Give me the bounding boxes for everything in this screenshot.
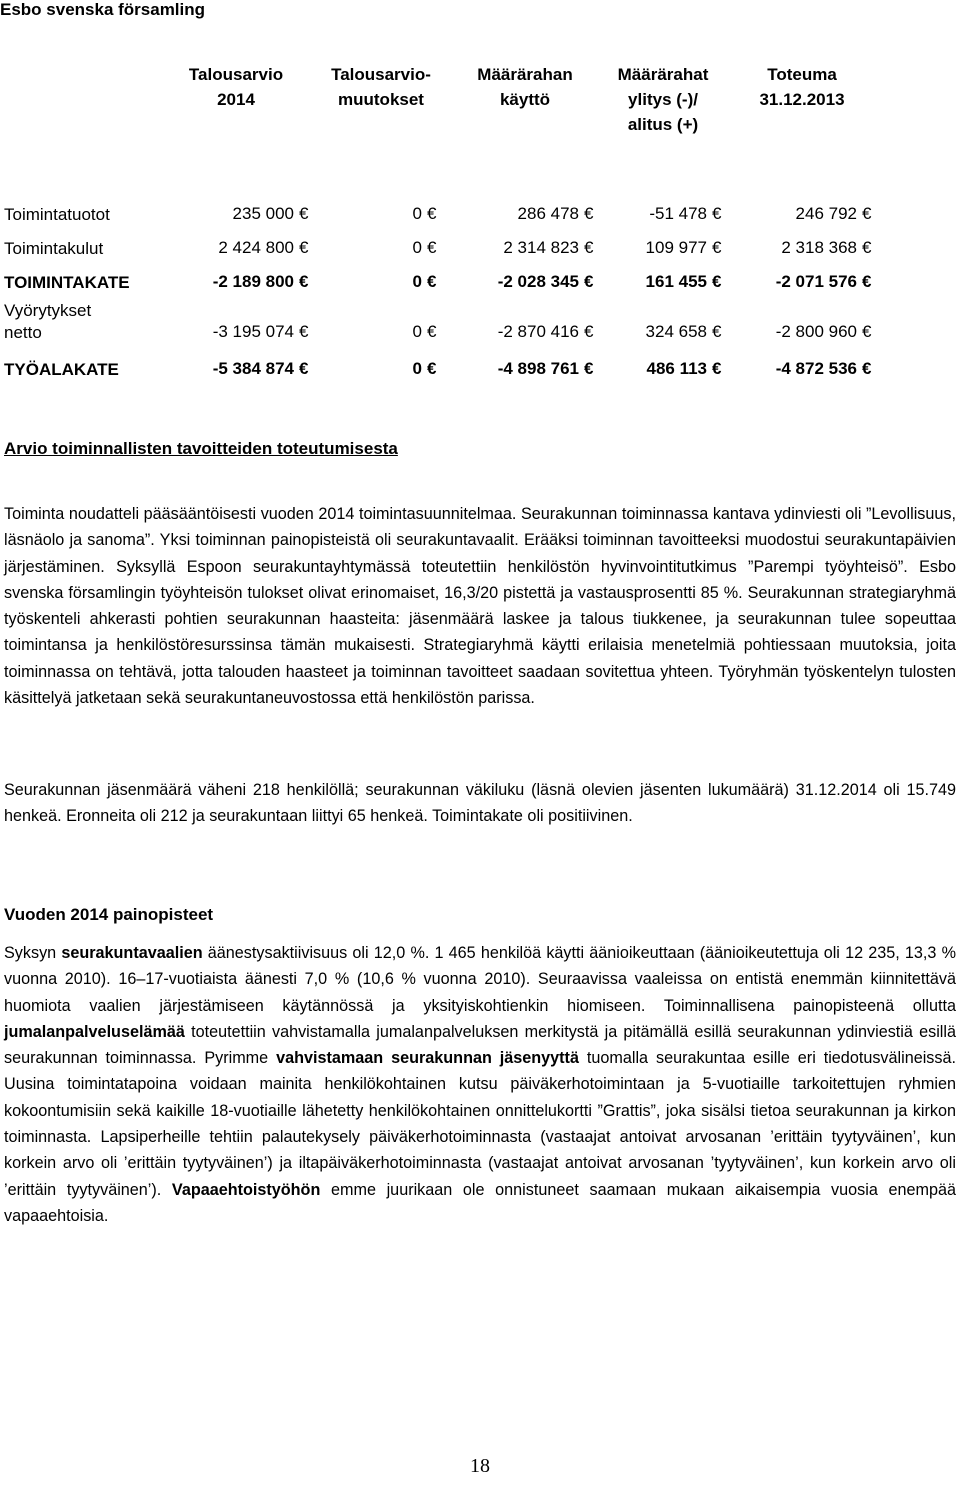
cell-ylitys-alitus: 109 977 [645, 238, 707, 257]
cell-ylitys-alitus: -51 478 [649, 204, 707, 223]
euro-sign: € [862, 272, 872, 291]
table-row-toimintakate [0, 272, 960, 296]
paragraph-painopisteet: Syksyn seurakuntavaalien äänestysaktiivisuus oli 12,0 %. 1 465 henkilöä käytti äänioikeuttaan (äänioikeutettuja oli 12 235, 13,3 % vuonna 2010). 16–17-vuotiaista äänesti 7,0 % (10,6 % vuonna 2010). Seuraavissa vaaleissa on entistä enemmän kiinnitettävä huomiota vaalien järjestämiseen käytännössä ja yksityiskohtienkin hiomiseen. Toiminnallisena painopisteenä ollutta jumalanpalveluselämää toteutettiin vahvistamalla jumalanpalveluksen merkitystä ja pitämällä esillä seurakunnan ydinviestiä esillä seurakunnan toiminnassa. Pyrimme vahvistamaan seurakunnan jäsenyyttä tuomalla seurakuntaa esille eri tiedotusvälineissä. Uusina toimintatapoina voidaan mainita henkilökohtainen kutsu päiväkerhotoimintaan ja 5-vuotiaille tarkoitettujen ryhmien kokoontumisiin sekä kaikille 18-vuotiaille lähetetty henkilökohtainen onnittelukortti ”Grattis”, joka sisälsi tietoa seurakunnan ja kirkon toiminnasta. Lapsiperheille tehtiin palautekysely päiväkerhotoiminnasta (vastaajat antoivat arvosanan ’erittäin tyytyväinen’, kun korkein arvo oli ’erittäin tyytyväinen’) ja iltapäiväkerhotoiminnasta (vastaajat antoivat arvosanan ’tyytyväinen’, kun korkein arvo oli ’erittäin tyytyväinen’). Vapaaehtoistyöhön emme juurikaan ole onnistuneet saamaan mukaan aikaisempia vuosia enempää vapaaehtoisia. [4, 944, 956, 1225]
cell-muutokset: 0 [412, 322, 422, 341]
euro-sign: € [712, 272, 722, 291]
cell-talousarvio: -3 195 074 [212, 322, 294, 341]
col-header-talousarvio-2014: Talousarvio 2014 [188, 65, 284, 109]
col-header-maararahan-kaytto: Määrärahan käyttö [477, 65, 573, 109]
row-label: TYÖALAKATE [4, 360, 119, 379]
table-row-tyoalakate [0, 359, 960, 383]
euro-sign: € [862, 322, 872, 341]
cell-muutokset: 0 [412, 359, 422, 378]
cell-kaytto: 2 314 823 [503, 238, 579, 257]
row-label: Toimintatuotot [4, 205, 110, 224]
euro-sign: € [584, 272, 594, 291]
emphasis-jasenyytta: vahvistamaan seurakunnan jäsenyyttä [276, 1049, 579, 1068]
table-row-toimintakulut [0, 238, 960, 262]
cell-ylitys-alitus: 161 455 [645, 272, 707, 291]
col-header-toteuma: Toteuma 31.12.2013 [759, 65, 845, 109]
cell-talousarvio: -5 384 874 [212, 359, 294, 378]
euro-sign: € [299, 272, 309, 291]
euro-sign: € [712, 238, 722, 257]
euro-sign: € [427, 204, 437, 223]
euro-sign: € [299, 359, 309, 378]
cell-kaytto: -4 898 761 [497, 359, 579, 378]
emphasis-jumalanpalveluselamaa: jumalanpalveluselämää [4, 1022, 185, 1041]
cell-ylitys-alitus: 486 113 [646, 359, 707, 378]
emphasis-seurakuntavaalien: seurakuntavaalien [61, 944, 203, 962]
organization-title: Esbo svenska församling [0, 0, 206, 19]
euro-sign: € [299, 322, 309, 341]
euro-sign: € [584, 238, 594, 257]
page-number: 18 [470, 1455, 490, 1477]
paragraph-jasenmaara: Seurakunnan jäsenmäärä väheni 218 henkilöllä; seurakunnan väkiluku (läsnä olevien jäsenten lukumäärä) 31.12.2014 oli 15.749 henkeä. Eronneita oli 212 ja seurakuntaan liittyi 65 henkeä. Toimintakate oli positiivinen. [4, 781, 956, 826]
euro-sign: € [712, 322, 722, 341]
cell-kaytto: -2 870 416 [497, 322, 579, 341]
paragraph-toiminta: Toiminta noudatteli pääsääntöisesti vuoden 2014 toimintasuunnitelmaa. Seurakunnan toiminnassa kantava ydinviesti oli ”Levollisuus, läsnäolo ja sanoma”. Yksi toiminnan painopisteistä oli seurakuntavaalit. Erääksi toiminnan tavoitteeksi muodostui seurakuntapäivien järjestäminen. Syksyllä Espoon seurakuntayhtymässä toteutettiin henkilöstön hyvinvointitutkimus ”Parempi työyhteisö”. Esbo svenska församlingin työyhteisön tulokset olivat erinomaiset, 16,3/20 pistettä ja vastausprosentti 85 %. Seurakunnan strategiaryhmä työskenteli ahkerasti pohtien seurakunnan haasteita: jäsenmäärä laskee ja talous tiukkenee, ja seurakunnan tulee sopeuttaa toimintansa ja henkilöstöresurssinsa tämän mukaisesti. Strategiaryhmä käytti erilaisia menetelmiä pohtiessaan muutoksia, joita toiminnassa on tehtävä, jotta talouden haasteet ja toiminnan tavoitteet saadaan sovitettua yhteen. Työryhmän työskentelyn tulosten käsittelyä jatketaan sekä seurakuntaneuvostossa että henkilöstön parissa. [4, 505, 956, 708]
cell-kaytto: 286 478 [517, 204, 579, 223]
euro-sign: € [862, 359, 872, 378]
col-header-ylitys-alitus: Määrärahat ylitys (-)/ alitus (+) [617, 65, 709, 134]
col-header-talousarviomuutokset: Talousarvio- muutokset [331, 65, 431, 109]
cell-muutokset: 0 [412, 204, 422, 223]
euro-sign: € [584, 322, 594, 341]
euro-sign: € [299, 238, 309, 257]
row-label: TOIMINTAKATE [4, 273, 130, 292]
euro-sign: € [712, 204, 722, 223]
euro-sign: € [862, 238, 872, 257]
cell-toteuma: -2 800 960 [775, 322, 857, 341]
cell-ylitys-alitus: 324 658 [645, 322, 707, 341]
cell-toteuma: -2 071 576 [775, 272, 857, 291]
cell-talousarvio: 235 000 [232, 204, 294, 223]
section-heading-painopisteet: Vuoden 2014 painopisteet [4, 905, 214, 924]
cell-talousarvio: -2 189 800 [212, 272, 294, 291]
euro-sign: € [299, 204, 309, 223]
cell-talousarvio: 2 424 800 [218, 238, 294, 257]
euro-sign: € [427, 272, 437, 291]
emphasis-vapaaehtoistyohon: Vapaaehtoistyöhön [171, 1180, 321, 1199]
euro-sign: € [427, 359, 437, 378]
row-label: Toimintakulut [4, 239, 104, 258]
cell-muutokset: 0 [412, 272, 422, 291]
cell-kaytto: -2 028 345 [497, 272, 579, 291]
euro-sign: € [862, 204, 872, 223]
row-label: Vyörytykset netto [4, 301, 92, 342]
euro-sign: € [427, 322, 437, 341]
table-row-toimintatuotot [0, 204, 960, 228]
section-heading-arvio: Arvio toiminnallisten tavoitteiden toteutumisesta [4, 439, 398, 458]
euro-sign: € [584, 359, 594, 378]
table-row-vyorytykset-netto [0, 300, 960, 346]
euro-sign: € [427, 238, 437, 257]
cell-toteuma: 2 318 368 [781, 238, 857, 257]
euro-sign: € [712, 359, 722, 378]
cell-toteuma: -4 872 536 [775, 359, 857, 378]
cell-muutokset: 0 [412, 238, 422, 257]
cell-toteuma: 246 792 [795, 204, 857, 223]
euro-sign: € [584, 204, 594, 223]
